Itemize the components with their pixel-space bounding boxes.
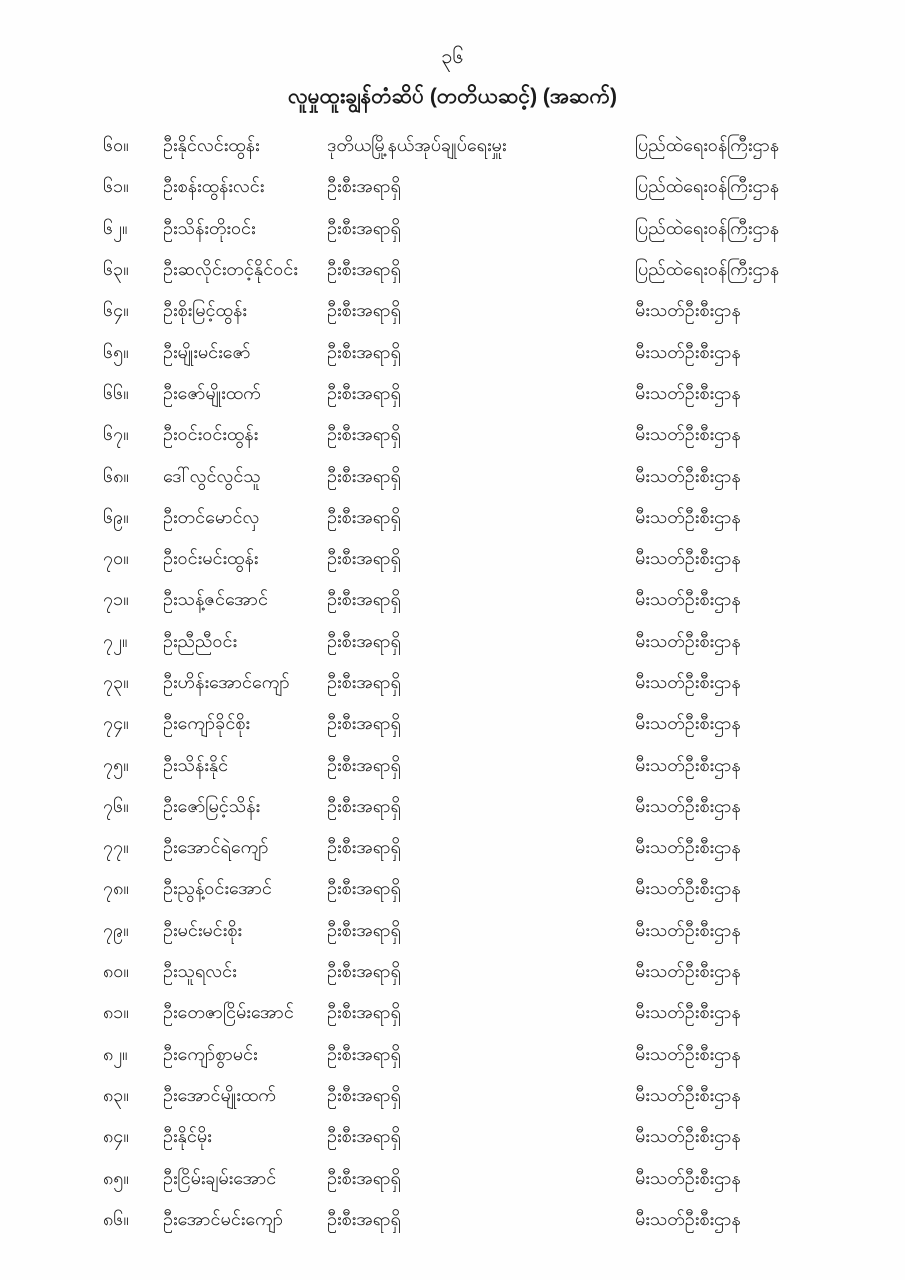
row-number: ၇၇။ [103, 837, 129, 858]
row-number: ၆၀။ [103, 135, 129, 156]
person-position: ဦးစီးအရာရှိ [327, 878, 401, 899]
person-position: ဦးစီးအရာရှိ [327, 465, 401, 486]
page-title: လူမှုထူးချွန်တံဆိပ် (တတိယဆင့်) (အဆက်) [287, 85, 618, 108]
person-name: ဦးကျော်ခိုင်စိုး [163, 713, 250, 734]
person-department: မီးသတ်ဦးစီးဌာန [635, 795, 741, 816]
row-number: ၇၅။ [103, 754, 129, 775]
list-item [0, 952, 905, 993]
person-position: ဦးစီးအရာရှိ [327, 176, 401, 197]
person-department: မီးသတ်ဦးစီးဌာန [635, 961, 741, 982]
list-item [0, 745, 905, 786]
list-item [0, 1200, 905, 1241]
person-position: ဦးစီးအရာရှိ [327, 795, 401, 816]
person-name: ဦးဇော်မြင့်သိန်း [163, 795, 261, 816]
person-department: ပြည်ထဲရေးဝန်ကြီးဌာန [635, 176, 780, 197]
list-item [0, 498, 905, 539]
person-name: ဦးအောင်မင်းကျော် [163, 1208, 284, 1229]
person-position: ဦးစီးအရာရှိ [327, 1126, 401, 1147]
person-position: ဦးစီးအရာရှိ [327, 1167, 401, 1188]
person-name: ဦးညွန့်ဝင်းအောင် [163, 878, 272, 899]
person-position: ဦးစီးအရာရှိ [327, 630, 401, 651]
person-position: ဦးစီးအရာရှိ [327, 961, 401, 982]
person-position: ဦးစီးအရာရှိ [327, 754, 401, 775]
person-name: ဦးဇော်မျိုးထက် [163, 382, 261, 403]
row-number: ၇၉။ [103, 919, 129, 940]
list-item [0, 250, 905, 291]
person-department: မီးသတ်ဦးစီးဌာန [635, 1167, 741, 1188]
person-position: ဦးစီးအရာရှိ [327, 506, 401, 527]
row-number: ၆၁။ [103, 176, 129, 197]
person-name: ဦးဆလိုင်းတင့်နိုင်ဝင်း [163, 259, 298, 280]
person-position: ဦးစီးအရာရှိ [327, 382, 401, 403]
person-name: ဒေါ်လွင်လွင်သူ [163, 465, 261, 486]
person-department: မီးသတ်ဦးစီးဌာန [635, 878, 741, 899]
person-position: ဦးစီးအရာရှိ [327, 1208, 401, 1229]
row-number: ၆၄။ [103, 300, 129, 321]
list-item [0, 704, 905, 745]
person-name: ဦးဟိန်းအောင်ကျော် [163, 672, 290, 692]
person-department: ပြည်ထဲရေးဝန်ကြီးဌာန [635, 259, 780, 280]
page-number: ၃၆ [441, 46, 464, 68]
person-department: မီးသတ်ဦးစီးဌာန [635, 1043, 741, 1064]
list-item [0, 1158, 905, 1199]
person-position: ဦးစီးအရာရှိ [327, 672, 401, 692]
person-position: ဦးစီးအရာရှိ [327, 548, 401, 569]
person-name: ဦးနိုင်လင်းထွန်း [163, 135, 260, 156]
person-department: မီးသတ်ဦးစီးဌာန [635, 837, 741, 858]
list-item [0, 539, 905, 580]
person-position: ဦးစီးအရာရှိ [327, 1084, 401, 1105]
row-number: ၇၀။ [103, 548, 129, 569]
list-item [0, 1035, 905, 1076]
row-number: ၆၈။ [103, 465, 129, 486]
person-department: ပြည်ထဲရေးဝန်ကြီးဌာန [635, 217, 780, 238]
person-position: ဦးစီးအရာရှိ [327, 424, 401, 445]
person-department: မီးသတ်ဦးစီးဌာန [635, 919, 741, 940]
person-department: မီးသတ်ဦးစီးဌာန [635, 672, 741, 692]
person-department: မီးသတ်ဦးစီးဌာန [635, 754, 741, 775]
list-item [0, 828, 905, 869]
row-number: ၈၃။ [103, 1084, 129, 1105]
row-number: ၇၈။ [103, 878, 129, 899]
list-item [0, 869, 905, 910]
list-item [0, 1117, 905, 1158]
person-name: ဦးစန်းထွန်းလင်း [163, 176, 265, 197]
list-item [0, 209, 905, 250]
person-position: ဦးစီးအရာရှိ [327, 837, 401, 858]
row-number: ၇၆။ [103, 795, 129, 816]
list-item [0, 1076, 905, 1117]
row-number: ၈၅။ [103, 1167, 129, 1188]
list-item [0, 332, 905, 373]
list-item [0, 911, 905, 952]
person-position: ဦးစီးအရာရှိ [327, 1002, 401, 1023]
row-number: ၆၇။ [103, 424, 129, 445]
person-name: ဦးနိုင်မိုး [163, 1126, 212, 1147]
person-name: ဦးသိန်းနိုင် [163, 754, 229, 775]
row-number: ၇၄။ [103, 713, 129, 734]
list-item [0, 622, 905, 663]
row-number: ၆၆။ [103, 382, 129, 403]
person-department: မီးသတ်ဦးစီးဌာန [635, 1126, 741, 1147]
list-item [0, 167, 905, 208]
row-number: ၆၅။ [103, 341, 129, 362]
person-name: ဦးကျော်စွာမင်း [163, 1043, 258, 1064]
row-number: ၈၄။ [103, 1126, 129, 1147]
list-item [0, 291, 905, 332]
person-position: ဦးစီးအရာရှိ [327, 1043, 401, 1064]
list-item [0, 993, 905, 1034]
person-name: ဦးငြိမ်းချမ်းအောင် [163, 1167, 277, 1188]
person-position: ဦးစီးအရာရှိ [327, 713, 401, 734]
person-name: ဦးသိန်းတိုးဝင်း [163, 217, 256, 238]
list-item [0, 787, 905, 828]
person-position: ဦးစီးအရာရှိ [327, 259, 401, 280]
row-number: ၆၂။ [103, 217, 128, 238]
list-item [0, 663, 905, 704]
person-name: ဦးအောင်မျိုးထက် [163, 1084, 276, 1105]
person-position: ဦးစီးအရာရှိ [327, 919, 401, 940]
row-number: ၇၃။ [103, 672, 129, 692]
person-department: မီးသတ်ဦးစီးဌာန [635, 300, 741, 321]
person-name: ဦးဝင်းမင်းထွန်း [163, 548, 259, 569]
person-department: မီးသတ်ဦးစီးဌာန [635, 465, 741, 486]
row-number: ၆၃။ [103, 259, 129, 280]
person-position: ဦးစီးအရာရှိ [327, 217, 401, 238]
person-department: မီးသတ်ဦးစီးဌာန [635, 630, 741, 651]
list-item [0, 415, 905, 456]
person-name: ဦးညီညီဝင်း [163, 630, 238, 651]
person-name: ဦးမျိုးမင်းဇော် [163, 341, 251, 362]
person-department: မီးသတ်ဦးစီးဌာန [635, 424, 741, 445]
person-name: ဦးဝင်းဝင်းထွန်း [163, 424, 259, 445]
person-department: မီးသတ်ဦးစီးဌာန [635, 341, 741, 362]
person-department: မီးသတ်ဦးစီးဌာန [635, 1084, 741, 1105]
person-name: ဦးမင်းမင်းစိုး [163, 919, 242, 940]
awards-list [0, 126, 905, 1241]
person-name: ဦးသူရလင်း [163, 961, 237, 982]
person-position: ဒုတိယမြို့နယ်အုပ်ချုပ်ရေးမှူး [327, 135, 507, 156]
row-number: ၇၁။ [103, 589, 129, 610]
person-department: မီးသတ်ဦးစီးဌာန [635, 1208, 741, 1229]
row-number: ၇၂။ [103, 630, 128, 651]
person-department: မီးသတ်ဦးစီးဌာန [635, 548, 741, 569]
row-number: ၈၆။ [103, 1208, 129, 1229]
list-item [0, 126, 905, 167]
person-position: ဦးစီးအရာရှိ [327, 341, 401, 362]
list-item [0, 456, 905, 497]
person-name: ဦးစိုးမြင့်ထွန်း [163, 300, 247, 321]
person-name: ဦးသန့်ဇင်အောင် [163, 589, 268, 610]
person-position: ဦးစီးအရာရှိ [327, 589, 401, 610]
list-item [0, 580, 905, 621]
row-number: ၈၂။ [103, 1043, 128, 1064]
person-name: ဦးအောင်ရဲကျော် [163, 837, 269, 858]
row-number: ၈၁။ [103, 1002, 129, 1023]
row-number: ၆၉။ [103, 506, 129, 527]
person-department: မီးသတ်ဦးစီးဌာန [635, 382, 741, 403]
person-department: မီးသတ်ဦးစီးဌာန [635, 1002, 741, 1023]
person-name: ဦးတင်မောင်လှ [163, 506, 260, 527]
row-number: ၈၀။ [103, 961, 129, 982]
person-department: ပြည်ထဲရေးဝန်ကြီးဌာန [635, 135, 780, 156]
person-department: မီးသတ်ဦးစီးဌာန [635, 713, 741, 734]
person-department: မီးသတ်ဦးစီးဌာန [635, 589, 741, 610]
person-department: မီးသတ်ဦးစီးဌာန [635, 506, 741, 527]
person-name: ဦးတေဇာငြိမ်းအောင် [163, 1002, 294, 1023]
person-position: ဦးစီးအရာရှိ [327, 300, 401, 321]
list-item [0, 374, 905, 415]
